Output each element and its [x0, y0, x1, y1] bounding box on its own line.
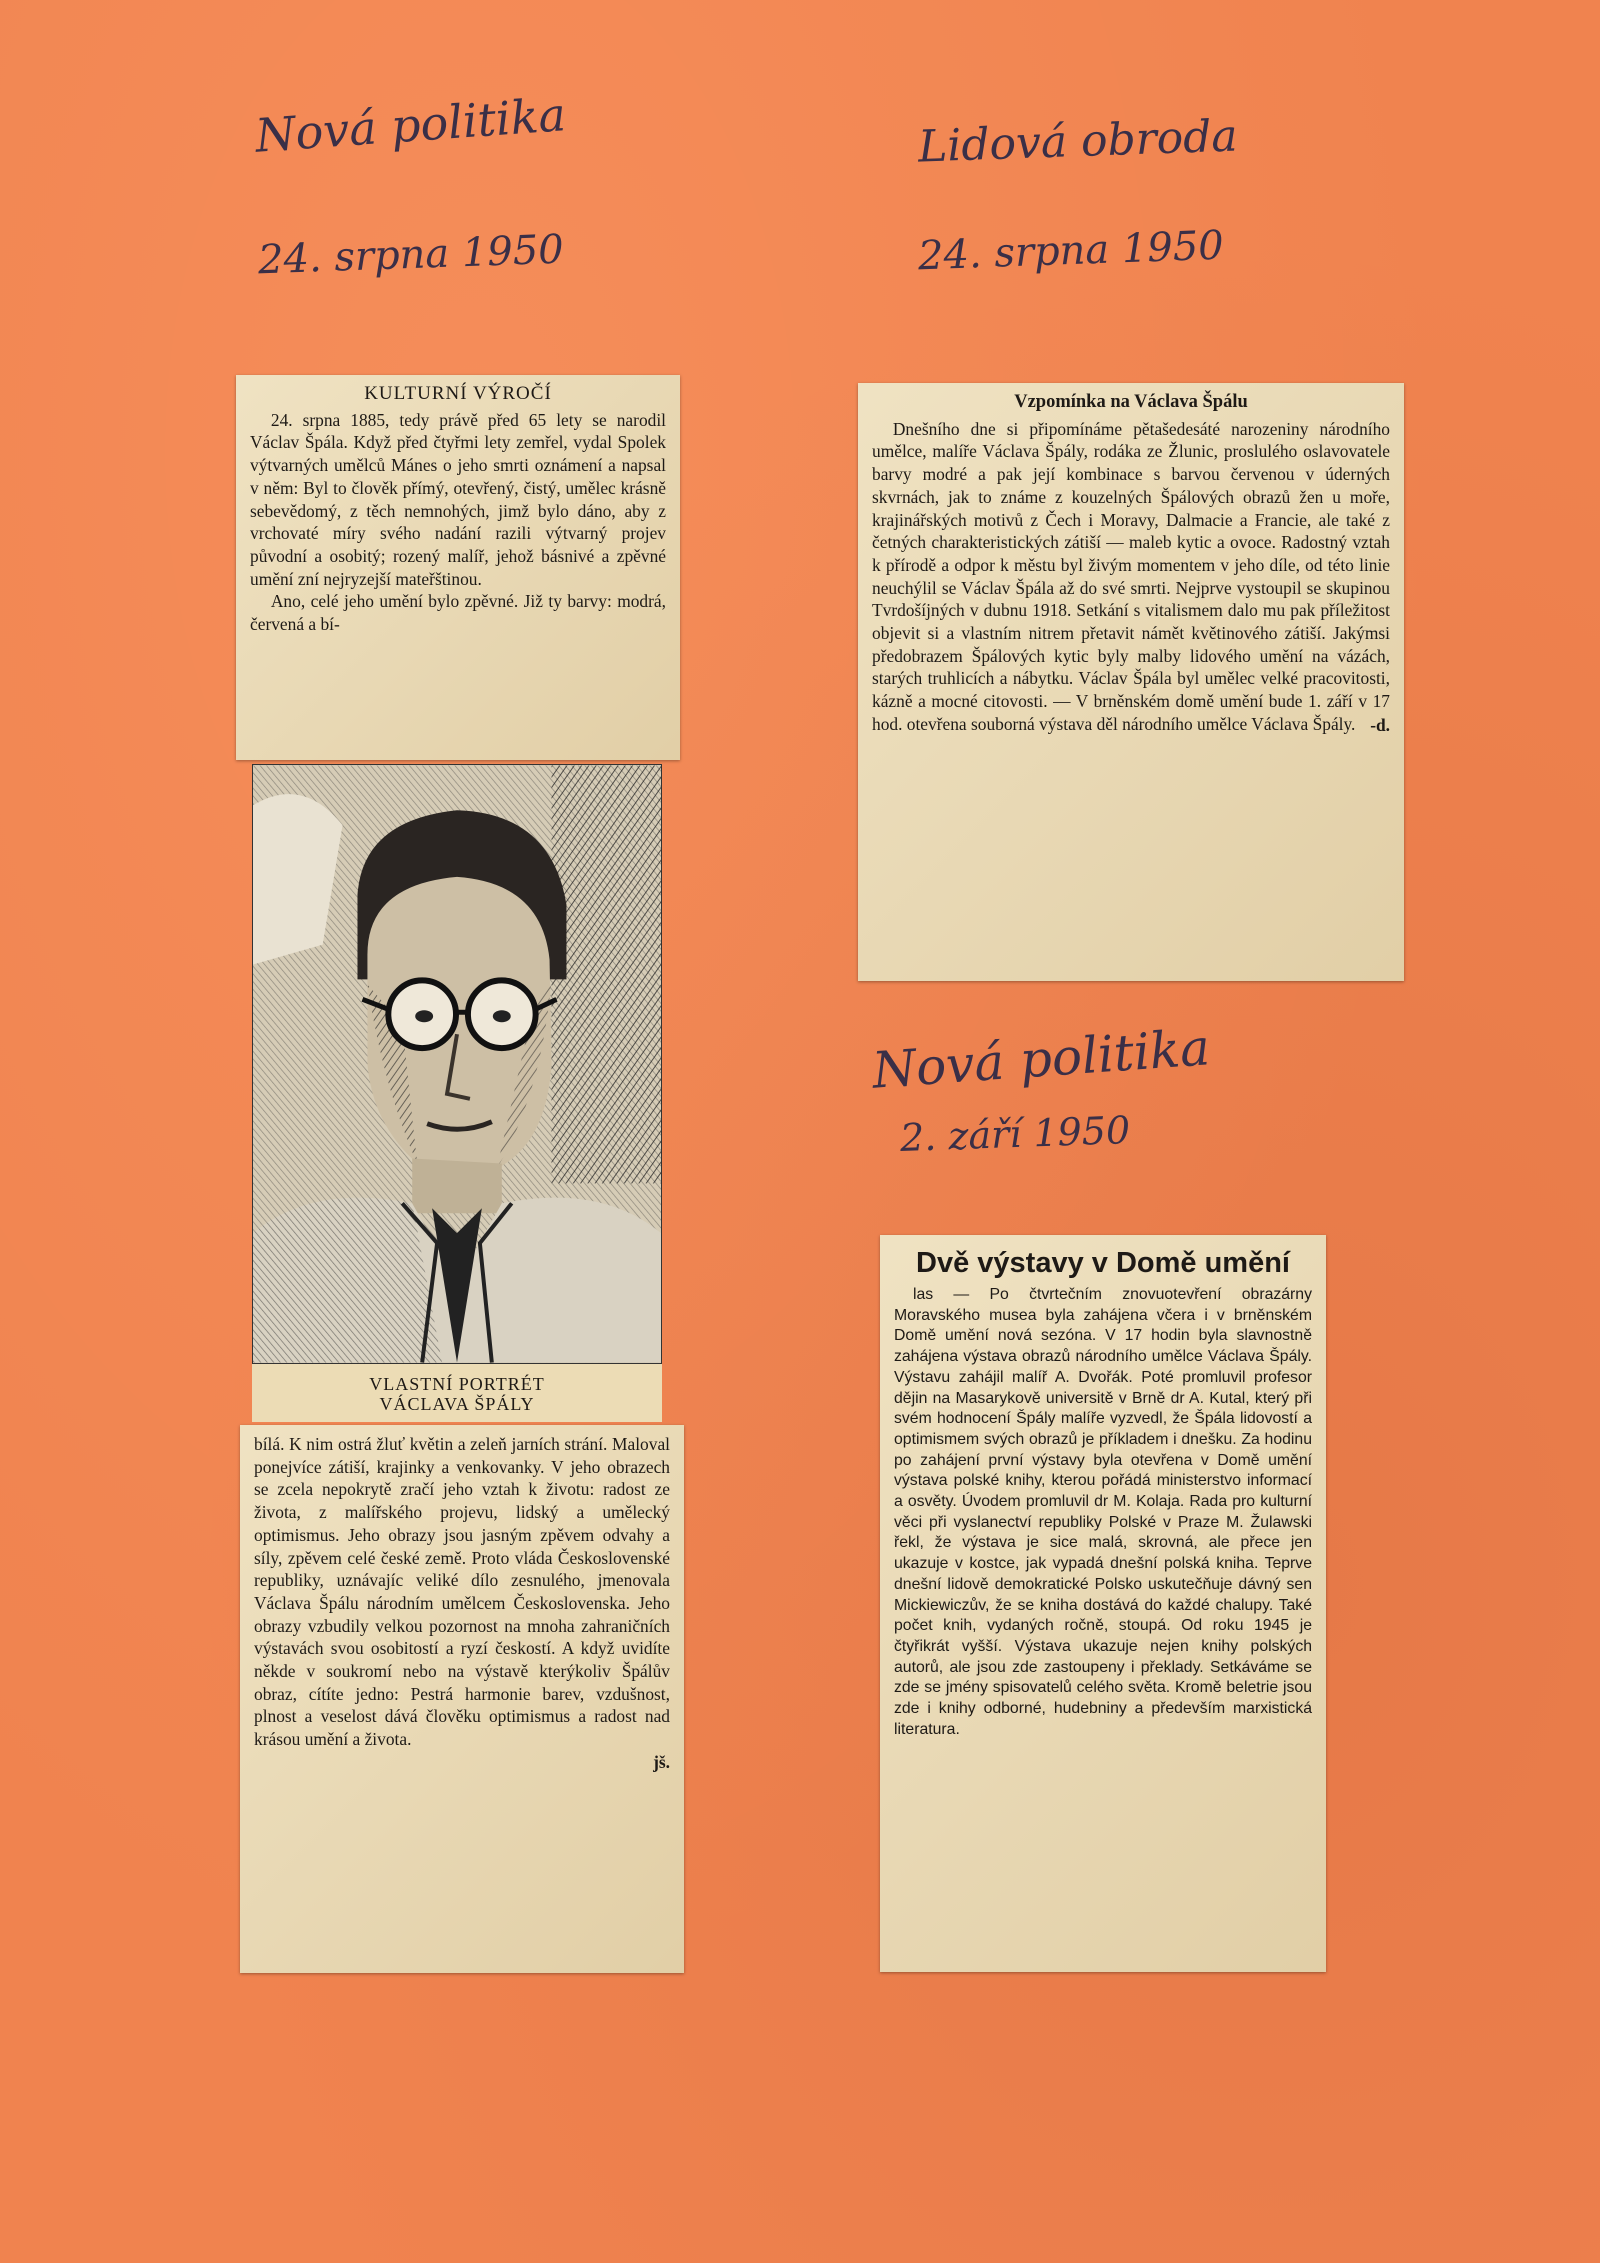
- note-source-nova-politika-2: Nová politika: [870, 1018, 1212, 1100]
- clipping-heading: KULTURNÍ VÝROČÍ: [364, 383, 552, 404]
- clipping-kulturni-vyroci: [236, 375, 680, 760]
- article-paragraph: las — Po čtvrtečním znovuotevření obrazárny Moravského musea byla zahájena včera i v brněnském Domě umění nová sezóna. V 17 hodin byla slavnostně zahájena výstava obrazů národního umělce Václava Špály. Výstavu zahájil malíř A. Dvořák. Poté promluvil profesor dějin na Masarykově universitě v Brně dr A. Kutal, který při svém hodnocení Špály malíře vyzvedl, že Špála lidovostí a optimismem svých obrazů je příkladem i dnešku. Za hodinu po zahájení první výstavy byla otevřena v Domě umění výstava polské knihy, kterou pořádá ministerstvo informací a osvěty. Úvodem promluvil dr M. Kolaja. Rada pro kulturní věci při vyslanectví republiky Polské v Praze M. Žulawski řekl, že výstava je sice malá, skrovná, ale přece jen ukazuje v kostce, jak vypadá dnešní polská kniha. Teprve dnešní lidově demokratické Polsko uskutečňuje dávný sen Mickiewiczův, že se kniha dostává do každé chalupy. Také počet knih, vydaných ročně, stoupá. Od roku 1945 je čtyřikrát vyšší. Výstava ukazuje nejen knihy polských autorů, ale jsou zde zastoupeny i překlady. Setkáváme se zde se jmény spisovatelů celého světa. Kromě beletrie jsou zde i knihy odborné, hudebniny a především marxistická literatura.: [894, 1286, 1312, 1738]
- clipping-kulturni-vyroci-continued: [240, 1425, 684, 1973]
- signature: jš.: [653, 1751, 670, 1772]
- portrait-illustration: [253, 765, 661, 1363]
- clipping-heading: Vzpomínka na Václava Špálu: [1014, 392, 1248, 412]
- note-source-lidova-obroda: Lidová obroda: [917, 110, 1239, 173]
- clipping-dve-vystavy: [880, 1235, 1326, 1972]
- note-date-lidova-obroda: 24. srpna 1950: [917, 222, 1225, 280]
- caption-line: VÁCLAVA ŠPÁLY: [379, 1394, 535, 1414]
- note-date-nova-politika-2: 2. září 1950: [899, 1107, 1131, 1161]
- clipping-vzpominka: [858, 383, 1404, 981]
- signature: -d.: [1370, 714, 1390, 735]
- note-source-nova-politika-1: Nová politika: [253, 87, 568, 163]
- article-paragraph: Ano, celé jeho umění bylo zpěvné. Již ty barvy: modrá, červená a bí-: [250, 591, 666, 635]
- article-paragraph: 24. srpna 1885, tedy právě před 65 lety se narodil Václav Špála. Když před čtyřmi lety zemřel, vydal Spolek výtvarných umělců Mánes o jeho smrti oznámení a napsal v něm: Byl to člověk přímý, otevřený, čistý, umělec krásně sebevědomý, z těch nemnohých, jimž bylo dáno, aby z vrchovaté míry svého nadání razili výtvarný projev původní a osobitý; rozený malíř, jehož básnivé a zpěvné umění zní nejryzejší mateřštinou.: [250, 409, 666, 589]
- portrait-caption: [252, 1364, 662, 1422]
- portrait-image: [252, 764, 662, 1364]
- article-paragraph: bílá. K nim ostrá žluť květin a zeleň jarních strání. Maloval ponejvíce zátiší, krajinky a venkovanky. V jeho obrazech se zcela nepokrytě zračí jeho vztah k životu: radost ze života, z malířského projevu, lidský a umělecký optimismus. Jeho obrazy jsou jasným zpěvem odvahy a síly, zpěvem celé české země. Proto vláda Československé republiky, uznávajíc veliké dílo zesnulého, jmenovala Václava Špálu národním umělcem Československa. Jeho obrazy vzbudily velkou pozornost na mnoha zahraničních výstavách svou osobitostí a ryzí českostí. A když uvidíte někde v soukromí nebo na výstavě kterýkoliv Špálův obraz, cítíte jedno: Pestrá harmonie barev, vzdušnost, plnost a veselost dává člověku optimismus a radost nad krásou umění a života.: [254, 1434, 670, 1750]
- clipping-heading: Dvě výstavy v Domě umění: [916, 1247, 1290, 1279]
- article-paragraph: Dnešního dne si připomínáme pětašedesáté narozeniny národního umělce, malíře Václava Špály, rodáka ze Žlunic, proslulého oslavovatele barvy modré a pak její kombinace s barvou červenou v úderných skvrnách, jak to známe z kouzelných Špálových obrazů žen u moře, krajinářských motivů z Čech i Moravy, Dalmacie a Francie, ale také z četných charakteristických zátiší — maleb kytic a ovoce. Radostný vztah k přírodě a odpor k městu byl živým momentem v jeho díle, od této linie neuchýlil se Václav Špála až do své smrti. Nejprve vystoupil se skupinou Tvrdošíjných v dubnu 1918. Setkání s vitalismem dalo mu pak příležitost objevit si a vlastním nitrem přetavit námět květinového zátiší. Jakýmsi předobrazem Špálových kytic byly malby lidového umění na vázách, starých truhlicích a nábytku. Václav Špála byl umělec velké pracovitosti, kázně a mocné citovosti. — V brněnském domě umění bude 1. září v 17 hod. otevřena souborná výstava děl národního umělce Václava Špály.: [872, 418, 1390, 734]
- note-date-nova-politika-1: 24. srpna 1950: [257, 226, 565, 284]
- caption-line: VLASTNÍ PORTRÉT: [369, 1374, 545, 1394]
